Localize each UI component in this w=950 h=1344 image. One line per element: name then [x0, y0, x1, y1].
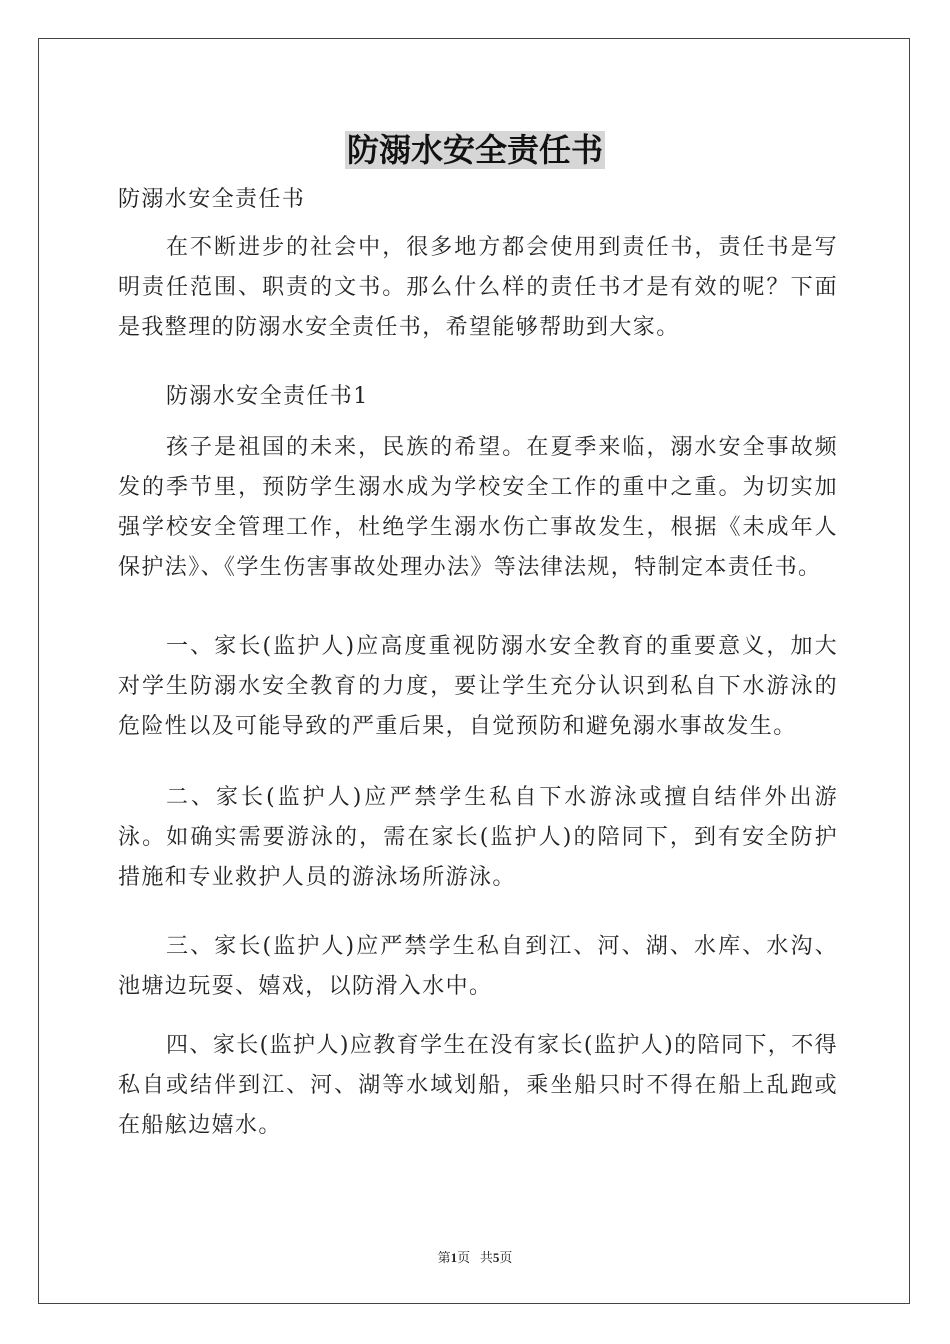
- footer-page-number: 1: [450, 1250, 458, 1265]
- paragraph-clause-1: 一、家长(监护人)应高度重视防溺水安全教育的重要意义，加大对学生防溺水安全教育的力度，要让学生充分认识到私自下水游泳的危险性以及可能导致的严重后果，自觉预防和避免溺水事故发生。: [118, 634, 838, 739]
- paragraph-clause-4: 四、家长(监护人)应教育学生在没有家长(监护人)的陪同下，不得私自或结伴到江、河、湖等水域划船，乘坐船只时不得在船上乱跑或在船舷边嬉水。: [118, 1033, 838, 1138]
- paragraph-preamble: 孩子是祖国的未来，民族的希望。在夏季来临，溺水安全事故频发的季节里，预防学生溺水成为学校安全工作的重中之重。为切实加强学校安全管理工作，杜绝学生溺水伤亡事故发生，根据《未成年人保护法》、《学生伤害事故处理办法》等法律法规，特制定本责任书。: [118, 435, 838, 580]
- footer-total-pages: 5: [492, 1250, 500, 1265]
- paragraph-clause-3: 三、家长(监护人)应严禁学生私自到江、河、湖、水库、水沟、池塘边玩耍、嬉戏，以防滑入水中。: [118, 934, 838, 999]
- paragraph-intro: 在不断进步的社会中，很多地方都会使用到责任书，责任书是写明责任范围、职责的文书。那么什么样的责任书才是有效的呢？下面是我整理的防溺水安全责任书，希望能够帮助到大家。: [118, 235, 838, 340]
- footer-total-prefix: 共: [479, 1250, 493, 1265]
- paragraph-clause-2: 二、家长(监护人)应严禁学生私自下水游泳或擅自结伴外出游泳。如确实需要游泳的，需在家长(监护人)的陪同下，到有安全防护措施和专业救护人员的游泳场所游泳。: [118, 785, 838, 890]
- document-subtitle: 防溺水安全责任书: [118, 187, 306, 212]
- footer-total-suffix: 页: [499, 1250, 513, 1265]
- footer-prefix: 第: [437, 1250, 451, 1265]
- footer-page-suffix: 页: [457, 1250, 471, 1265]
- page-footer: [0, 1247, 950, 1266]
- section-heading: 防溺水安全责任书1: [166, 384, 369, 409]
- document-title-text: 防溺水安全责任书: [346, 131, 603, 169]
- document-title: [0, 124, 950, 176]
